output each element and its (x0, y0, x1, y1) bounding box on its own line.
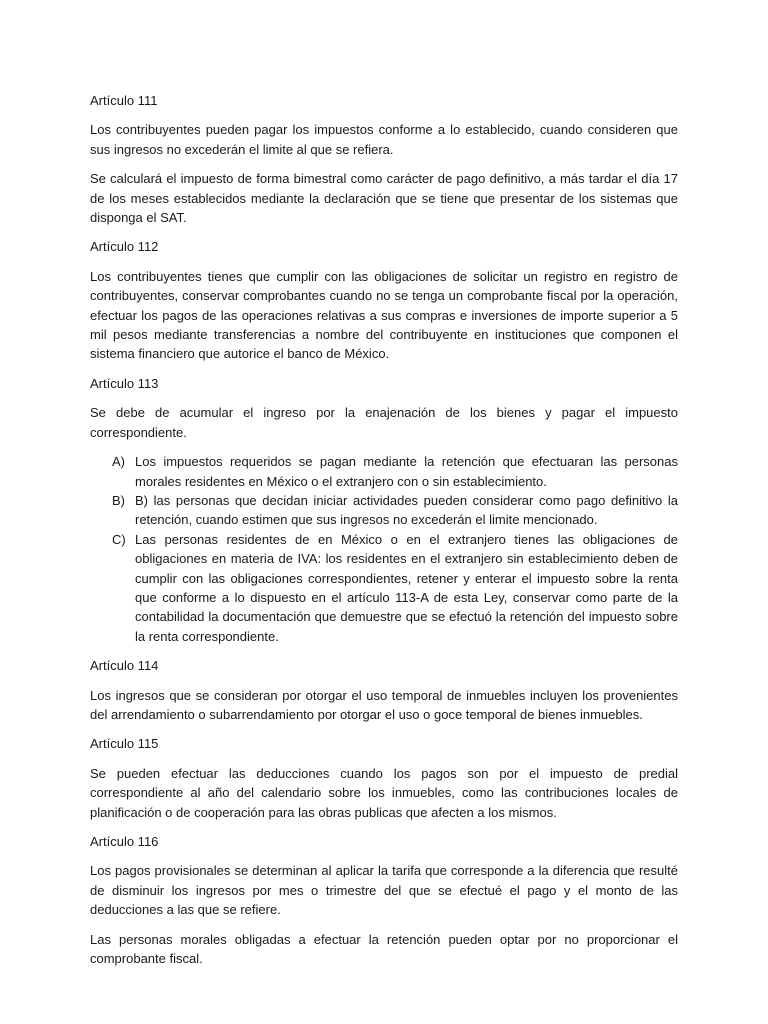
document-page (90, 91, 678, 978)
list-item (90, 452, 678, 491)
article-paragraph: Se debe de acumular el ingreso por la enajenación de los bienes y pagar el impuesto correspondiente. (90, 405, 678, 440)
article-paragraph: Los contribuyentes pueden pagar los impuestos conforme a lo establecido, cuando consideren que sus ingresos no excederán el limite al que se refiera. (90, 122, 678, 157)
article-paragraph: Las personas morales obligadas a efectuar la retención pueden optar por no proporcionar el comprobante fiscal. (90, 931, 678, 967)
article-heading: Artículo 112 (90, 239, 159, 255)
list-item-text: Los impuestos requeridos se pagan mediante la retención que efectuaran las personas morales residentes en México o el extranjero con o sin establecimiento. (135, 454, 678, 489)
article-heading: Artículo 115 (90, 736, 159, 752)
list-item-marker: B) (112, 492, 125, 508)
article-heading: Artículo 114 (90, 658, 159, 674)
article-paragraph: Los ingresos que se consideran por otorgar el uso temporal de inmuebles incluyen los provenientes del arrendamiento o subarrendamiento por otorgar el uso o goce temporal de bienes inmuebles. (90, 687, 678, 722)
list-item-marker: C) (112, 531, 126, 547)
article-paragraph: Los contribuyentes tienes que cumplir con las obligaciones de solicitar un registro en registro de contribuyentes, conservar comprobantes cuando no se tenga un comprobante fiscal por la operación, efectuar los pagos de las operaciones relativas a sus compras e inversiones de importe superior a 5 mil pesos mediante transferencias a nombre del contribuyente en instituciones que componen el sistema financiero que autorice el banco de México. (90, 268, 678, 362)
article-heading: Artículo 113 (90, 375, 159, 391)
list-item (90, 491, 678, 530)
lettered-list (90, 452, 678, 646)
article-heading: Artículo 116 (90, 834, 159, 849)
list-item (90, 530, 678, 646)
article-paragraph: Se calculará el impuesto de forma bimestral como carácter de pago definitivo, a más tardar el día 17 de los meses establecidos mediante la declaración que se tiene que presentar de los sistemas que disponga el SAT. (90, 171, 678, 226)
article-heading: Artículo 111 (90, 93, 158, 108)
article-paragraph: Los pagos provisionales se determinan al aplicar la tarifa que corresponde a la diferencia que resulté de disminuir los ingresos por mes o trimestre del que se efectué el pago y el monto de las deducciones a las que se refiere. (90, 863, 678, 918)
list-item-text: Las personas residentes de en México o en el extranjero tienes las obligaciones de obligaciones en materia de IVA: los residentes en el extranjero sin establecimiento deben de cumplir con las obligaciones correspondientes, retener y enterar el impuesto sobre la renta que conforme a lo dispuesto en el artículo 113-A de esta Ley, conservar como parte de la contabilidad la documentación que demuestre que se efectuó la retención del impuesto sobre la renta correspondiente. (135, 531, 678, 644)
article-paragraph: Se pueden efectuar las deducciones cuando los pagos son por el impuesto de predial correspondiente al año del calendario sobre los inmuebles, como las contribuciones locales de planificación o de cooperación para las obras publicas que afecten a los mismos. (90, 765, 678, 820)
list-item-text: B) las personas que decidan iniciar actividades pueden considerar como pago definitivo la retención, cuando estimen que sus ingresos no excederán el limite mencionado. (135, 492, 678, 528)
list-item-marker: A) (112, 454, 125, 470)
